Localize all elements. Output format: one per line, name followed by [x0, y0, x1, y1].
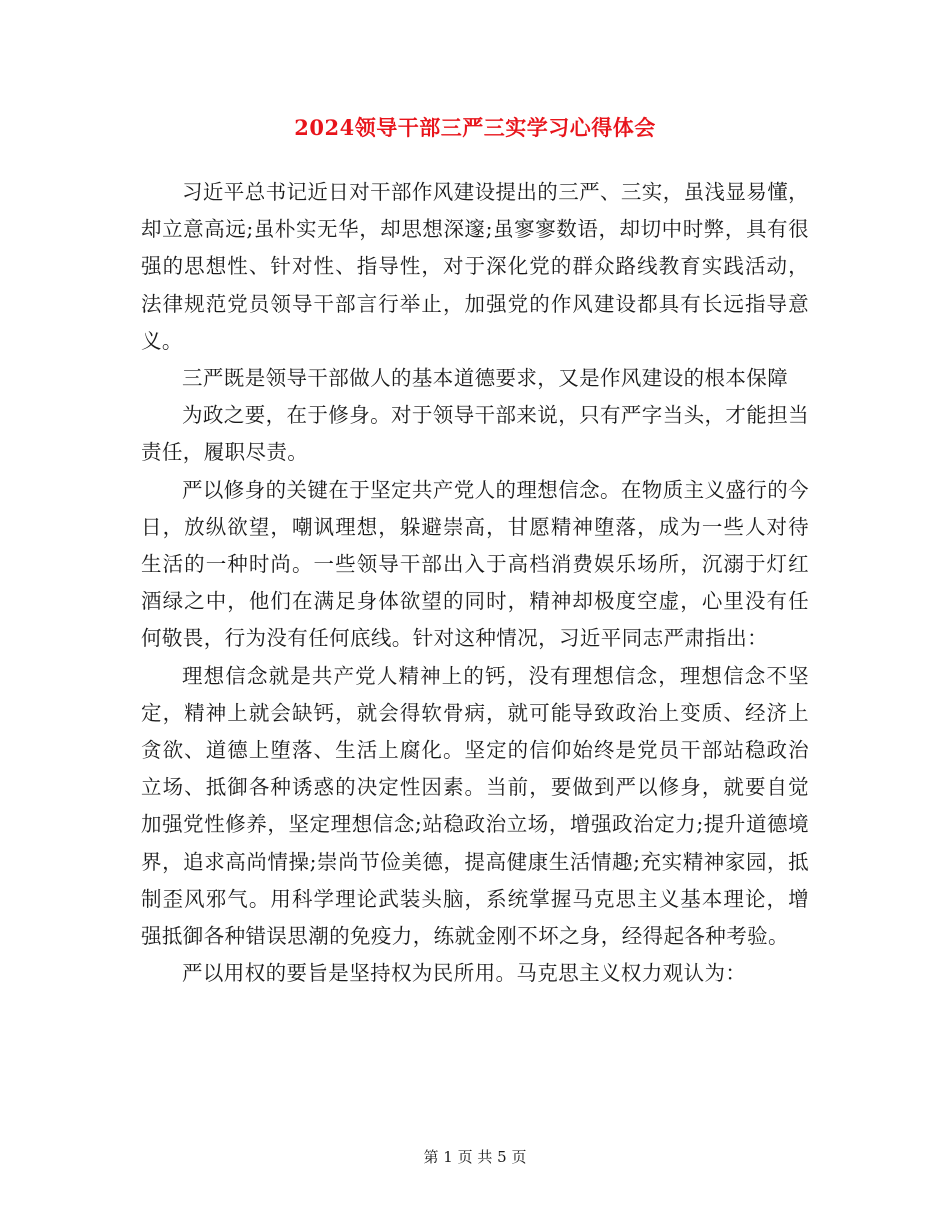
paragraph-2: 三严既是领导干部做人的基本道德要求，又是作风建设的根本保障: [182, 366, 789, 391]
paragraph-6: 严以用权的要旨是坚持权为民所用。马克思主义权力观认为：: [182, 961, 747, 986]
page-footer: 第 1 页 共 5 页: [423, 1148, 527, 1166]
paragraph-1: 习近平总书记近日对干部作风建设提出的三严、三实，虽浅显易懂，却立意高远;虽朴实无华，却思想深邃;虽寥寥数语，却切中时弊，具有很强的思想性、针对性、指导性，对于深化党的群众路线教育实践活动，法律规范党员领导干部言行举止，加强党的作风建设都具有长远指导意义。: [141, 180, 809, 353]
document-body: [141, 174, 809, 992]
paragraph-4: 严以修身的关键在于坚定共产党人的理想信念。在物质主义盛行的今日，放纵欲望，嘲讽理想，躲避崇高，甘愿精神堕落，成为一些人对待生活的一种时尚。一些领导干部出入于高档消费娱乐场所，沉溺于灯红酒绿之中，他们在满足身体欲望的同时，精神却极度空虚，心里没有任何敬畏，行为没有任何底线。针对这种情况，习近平同志严肃指出：: [141, 477, 809, 651]
paragraph-5: 理想信念就是共产党人精神上的钙，没有理想信念，理想信念不坚定，精神上就会缺钙，就会得软骨病，就可能导致政治上变质、经济上贪欲、道德上堕落、生活上腐化。坚定的信仰始终是党员干部站稳政治立场、抵御各种诱惑的决定性因素。当前，要做到严以修身，就要自觉加强党性修养，坚定理想信念;站稳政治立场，增强政治定力;提升道德境界，追求高尚情操;崇尚节俭美德，提高健康生活情趣;充实精神家园，抵制歪风邪气。用科学理论武装头脑，系统掌握马克思主义基本理论，增强抵御各种错误思潮的免疫力，练就金刚不坏之身，经得起各种考验。: [141, 663, 809, 949]
document-title: 2024领导干部三严三实学习心得体会: [294, 115, 656, 140]
paragraph-3: 为政之要，在于修身。对于领导干部来说，只有严字当头，才能担当责任，履职尽责。: [141, 403, 809, 465]
